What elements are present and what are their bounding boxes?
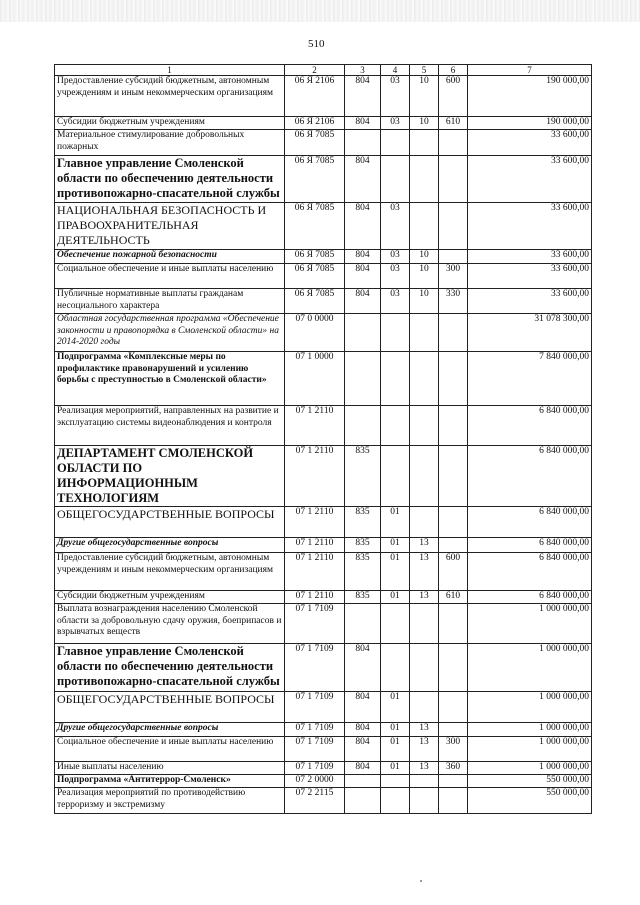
cell-subsection: 13 [410, 723, 439, 737]
cell-item-name: Предоставление субсидий бюджетным, автономным учреждениям и иным некоммерческим организациям [55, 76, 285, 117]
cell-expense-type [439, 692, 468, 723]
table-row [55, 788, 592, 814]
table-row [55, 692, 592, 723]
cell-section: 03 [381, 250, 410, 264]
cell-dept-code: 804 [345, 76, 381, 117]
cell-target-code: 07 2 0000 [285, 775, 345, 788]
cell-amount: 33 600,00 [468, 250, 592, 264]
cell-expense-type [439, 314, 468, 352]
cell-dept-code: 804 [345, 762, 381, 775]
cell-amount: 6 840 000,00 [468, 507, 592, 538]
cell-item-name: Подпрограмма «Антитеррор-Смоленск» [55, 775, 285, 788]
cell-item-name: ОБЩЕГОСУДАРСТВЕННЫЕ ВОПРОСЫ [55, 507, 285, 538]
cell-amount: 6 840 000,00 [468, 406, 592, 446]
cell-subsection: 10 [410, 264, 439, 289]
cell-amount: 1 000 000,00 [468, 723, 592, 737]
cell-section: 01 [381, 553, 410, 591]
cell-item-name: Предоставление субсидий бюджетным, автономным учреждениям и иным некоммерческим организациям [55, 553, 285, 591]
cell-expense-type [439, 604, 468, 644]
cell-subsection [410, 203, 439, 250]
cell-item-name: Обеспечение пожарной безопасности [55, 250, 285, 264]
cell-expense-type: 330 [439, 289, 468, 314]
cell-subsection: 10 [410, 117, 439, 130]
cell-target-code: 07 1 2110 [285, 446, 345, 507]
table-row [55, 644, 592, 692]
cell-target-code: 07 1 7109 [285, 604, 345, 644]
table-row [55, 446, 592, 507]
cell-target-code: 06 Я 2106 [285, 76, 345, 117]
cell-dept-code: 804 [345, 737, 381, 762]
cell-item-name: ДЕПАРТАМЕНТ СМОЛЕНСКОЙ ОБЛАСТИ ПО ИНФОРМАЦИОННЫМ ТЕХНОЛОГИЯМ [55, 446, 285, 507]
cell-expense-type: 610 [439, 591, 468, 604]
cell-dept-code: 804 [345, 723, 381, 737]
cell-dept-code: 804 [345, 692, 381, 723]
cell-target-code: 07 1 0000 [285, 352, 345, 406]
cell-expense-type: 600 [439, 553, 468, 591]
header-row [55, 65, 592, 76]
cell-target-code: 07 1 7109 [285, 644, 345, 692]
cell-section: 03 [381, 117, 410, 130]
cell-expense-type [439, 203, 468, 250]
cell-subsection: 13 [410, 737, 439, 762]
cell-expense-type [439, 775, 468, 788]
cell-target-code: 06 Я 7085 [285, 156, 345, 203]
cell-item-name: Социальное обеспечение и иные выплаты населению [55, 264, 285, 289]
cell-target-code: 07 1 7109 [285, 692, 345, 723]
table-row [55, 203, 592, 250]
cell-target-code: 07 1 2110 [285, 507, 345, 538]
cell-subsection [410, 692, 439, 723]
cell-subsection [410, 446, 439, 507]
cell-dept-code: 804 [345, 117, 381, 130]
cell-dept-code: 835 [345, 591, 381, 604]
table-row [55, 775, 592, 788]
table-row [55, 156, 592, 203]
cell-subsection [410, 406, 439, 446]
cell-item-name: Подпрограмма «Комплексные меры по профилактике правонарушений и усилению борьбы с преступностью в Смоленской области» [55, 352, 285, 406]
cell-amount: 6 840 000,00 [468, 446, 592, 507]
cell-item-name: Реализация мероприятий по противодействию терроризму и экстремизму [55, 788, 285, 814]
cell-expense-type: 360 [439, 762, 468, 775]
table-row [55, 130, 592, 156]
cell-item-name: Субсидии бюджетным учреждениям [55, 591, 285, 604]
cell-section [381, 406, 410, 446]
table-row [55, 737, 592, 762]
cell-item-name: НАЦИОНАЛЬНАЯ БЕЗОПАСНОСТЬ И ПРАВООХРАНИТЕЛЬНАЯ ДЕЯТЕЛЬНОСТЬ [55, 203, 285, 250]
cell-dept-code: 804 [345, 644, 381, 692]
table-row [55, 117, 592, 130]
cell-subsection [410, 604, 439, 644]
cell-target-code: 06 Я 7085 [285, 250, 345, 264]
table-row [55, 264, 592, 289]
cell-item-name: ОБЩЕГОСУДАРСТВЕННЫЕ ВОПРОСЫ [55, 692, 285, 723]
cell-target-code: 06 Я 7085 [285, 264, 345, 289]
cell-section: 03 [381, 289, 410, 314]
cell-section: 03 [381, 264, 410, 289]
cell-target-code: 06 Я 7085 [285, 289, 345, 314]
cell-subsection [410, 775, 439, 788]
cell-section: 01 [381, 692, 410, 723]
cell-section: 01 [381, 723, 410, 737]
cell-expense-type [439, 156, 468, 203]
cell-section [381, 446, 410, 507]
cell-dept-code: 804 [345, 156, 381, 203]
header-col-3: 3 [345, 65, 381, 76]
table-row [55, 406, 592, 446]
table-row [55, 553, 592, 591]
table-row [55, 538, 592, 553]
cell-expense-type [439, 446, 468, 507]
cell-section: 01 [381, 737, 410, 762]
cell-dept-code [345, 352, 381, 406]
table-row [55, 507, 592, 538]
cell-expense-type: 300 [439, 264, 468, 289]
cell-subsection: 10 [410, 76, 439, 117]
cell-item-name: Материальное стимулирование добровольных пожарных [55, 130, 285, 156]
cell-section: 01 [381, 507, 410, 538]
cell-section: 01 [381, 591, 410, 604]
cell-section [381, 130, 410, 156]
cell-amount: 33 600,00 [468, 289, 592, 314]
cell-expense-type [439, 507, 468, 538]
cell-item-name: Областная государственная программа «Обеспечение законности и правопорядка в Смоленской области» на 2014-2020 годы [55, 314, 285, 352]
cell-expense-type [439, 130, 468, 156]
cell-amount: 6 840 000,00 [468, 553, 592, 591]
cell-amount: 1 000 000,00 [468, 737, 592, 762]
cell-item-name: Реализация мероприятий, направленных на развитие и эксплуатацию системы видеонаблюдения и контроля [55, 406, 285, 446]
header-col-4: 4 [381, 65, 410, 76]
cell-target-code: 07 1 7109 [285, 762, 345, 775]
cell-subsection: 10 [410, 250, 439, 264]
cell-item-name: Другие общегосударственные вопросы [55, 538, 285, 553]
cell-section: 01 [381, 538, 410, 553]
cell-dept-code: 835 [345, 446, 381, 507]
page-number: 510 [308, 38, 325, 50]
cell-expense-type [439, 788, 468, 814]
cell-amount: 33 600,00 [468, 203, 592, 250]
cell-expense-type: 610 [439, 117, 468, 130]
table-row [55, 250, 592, 264]
table-row [55, 352, 592, 406]
cell-subsection [410, 788, 439, 814]
cell-amount: 190 000,00 [468, 117, 592, 130]
cell-dept-code: 804 [345, 250, 381, 264]
cell-section: 03 [381, 203, 410, 250]
cell-dept-code: 804 [345, 264, 381, 289]
cell-dept-code [345, 788, 381, 814]
cell-target-code: 07 1 7109 [285, 723, 345, 737]
cell-expense-type: 600 [439, 76, 468, 117]
cell-expense-type: 300 [439, 737, 468, 762]
cell-dept-code [345, 314, 381, 352]
scan-speck [420, 880, 422, 882]
cell-subsection [410, 507, 439, 538]
cell-target-code: 06 Я 7085 [285, 130, 345, 156]
cell-item-name: Публичные нормативные выплаты гражданам несоциального характера [55, 289, 285, 314]
cell-subsection [410, 314, 439, 352]
header-col-6: 6 [439, 65, 468, 76]
cell-dept-code: 835 [345, 538, 381, 553]
cell-subsection [410, 130, 439, 156]
cell-amount: 1 000 000,00 [468, 692, 592, 723]
cell-dept-code [345, 406, 381, 446]
cell-expense-type [439, 538, 468, 553]
cell-amount: 6 840 000,00 [468, 591, 592, 604]
cell-section [381, 644, 410, 692]
cell-target-code: 06 Я 2106 [285, 117, 345, 130]
cell-amount: 550 000,00 [468, 788, 592, 814]
cell-amount: 33 600,00 [468, 264, 592, 289]
cell-target-code: 07 1 2110 [285, 406, 345, 446]
cell-dept-code: 835 [345, 553, 381, 591]
cell-amount: 1 000 000,00 [468, 604, 592, 644]
cell-item-name: Социальное обеспечение и иные выплаты населению [55, 737, 285, 762]
cell-section [381, 156, 410, 203]
cell-expense-type [439, 723, 468, 737]
cell-item-name: Другие общегосударственные вопросы [55, 723, 285, 737]
header-col-2: 2 [285, 65, 345, 76]
budget-table [54, 64, 592, 814]
cell-dept-code [345, 130, 381, 156]
table-row [55, 591, 592, 604]
cell-amount: 190 000,00 [468, 76, 592, 117]
cell-expense-type [439, 352, 468, 406]
cell-subsection: 13 [410, 538, 439, 553]
cell-section: 01 [381, 762, 410, 775]
cell-subsection [410, 352, 439, 406]
cell-item-name: Субсидии бюджетным учреждениям [55, 117, 285, 130]
cell-subsection [410, 156, 439, 203]
table-row [55, 723, 592, 737]
cell-dept-code [345, 775, 381, 788]
cell-amount: 550 000,00 [468, 775, 592, 788]
cell-amount: 6 840 000,00 [468, 538, 592, 553]
cell-amount: 7 840 000,00 [468, 352, 592, 406]
cell-section: 03 [381, 76, 410, 117]
cell-expense-type [439, 406, 468, 446]
table-row [55, 604, 592, 644]
cell-target-code: 07 0 0000 [285, 314, 345, 352]
cell-expense-type [439, 644, 468, 692]
cell-subsection: 13 [410, 762, 439, 775]
cell-dept-code: 804 [345, 289, 381, 314]
table-row [55, 314, 592, 352]
scan-noise-band [0, 0, 640, 22]
cell-section [381, 775, 410, 788]
cell-dept-code: 804 [345, 203, 381, 250]
cell-amount: 31 078 300,00 [468, 314, 592, 352]
cell-dept-code [345, 604, 381, 644]
cell-subsection [410, 644, 439, 692]
cell-expense-type [439, 250, 468, 264]
header-col-1: 1 [55, 65, 285, 76]
cell-amount: 33 600,00 [468, 130, 592, 156]
cell-subsection: 13 [410, 591, 439, 604]
cell-dept-code: 835 [345, 507, 381, 538]
header-col-7: 7 [468, 65, 592, 76]
table-row [55, 289, 592, 314]
cell-amount: 1 000 000,00 [468, 644, 592, 692]
cell-target-code: 07 1 2110 [285, 553, 345, 591]
cell-subsection: 10 [410, 289, 439, 314]
table-row [55, 762, 592, 775]
cell-section [381, 314, 410, 352]
cell-target-code: 07 1 2110 [285, 591, 345, 604]
cell-section [381, 352, 410, 406]
cell-amount: 33 600,00 [468, 156, 592, 203]
table-row [55, 76, 592, 117]
cell-target-code: 07 1 2110 [285, 538, 345, 553]
cell-item-name: Главное управление Смоленской области по обеспечению деятельности противопожарно-спасательной службы [55, 644, 285, 692]
cell-section [381, 604, 410, 644]
cell-section [381, 788, 410, 814]
cell-amount: 1 000 000,00 [468, 762, 592, 775]
cell-target-code: 07 1 7109 [285, 737, 345, 762]
header-col-5: 5 [410, 65, 439, 76]
cell-target-code: 07 2 2115 [285, 788, 345, 814]
cell-target-code: 06 Я 7085 [285, 203, 345, 250]
cell-item-name: Главное управление Смоленской области по обеспечению деятельности противопожарно-спасательной службы [55, 156, 285, 203]
cell-item-name: Иные выплаты населению [55, 762, 285, 775]
cell-subsection: 13 [410, 553, 439, 591]
cell-item-name: Выплата вознаграждения населению Смоленской области за добровольную сдачу оружия, боеприпасов и взрывчатых веществ [55, 604, 285, 644]
